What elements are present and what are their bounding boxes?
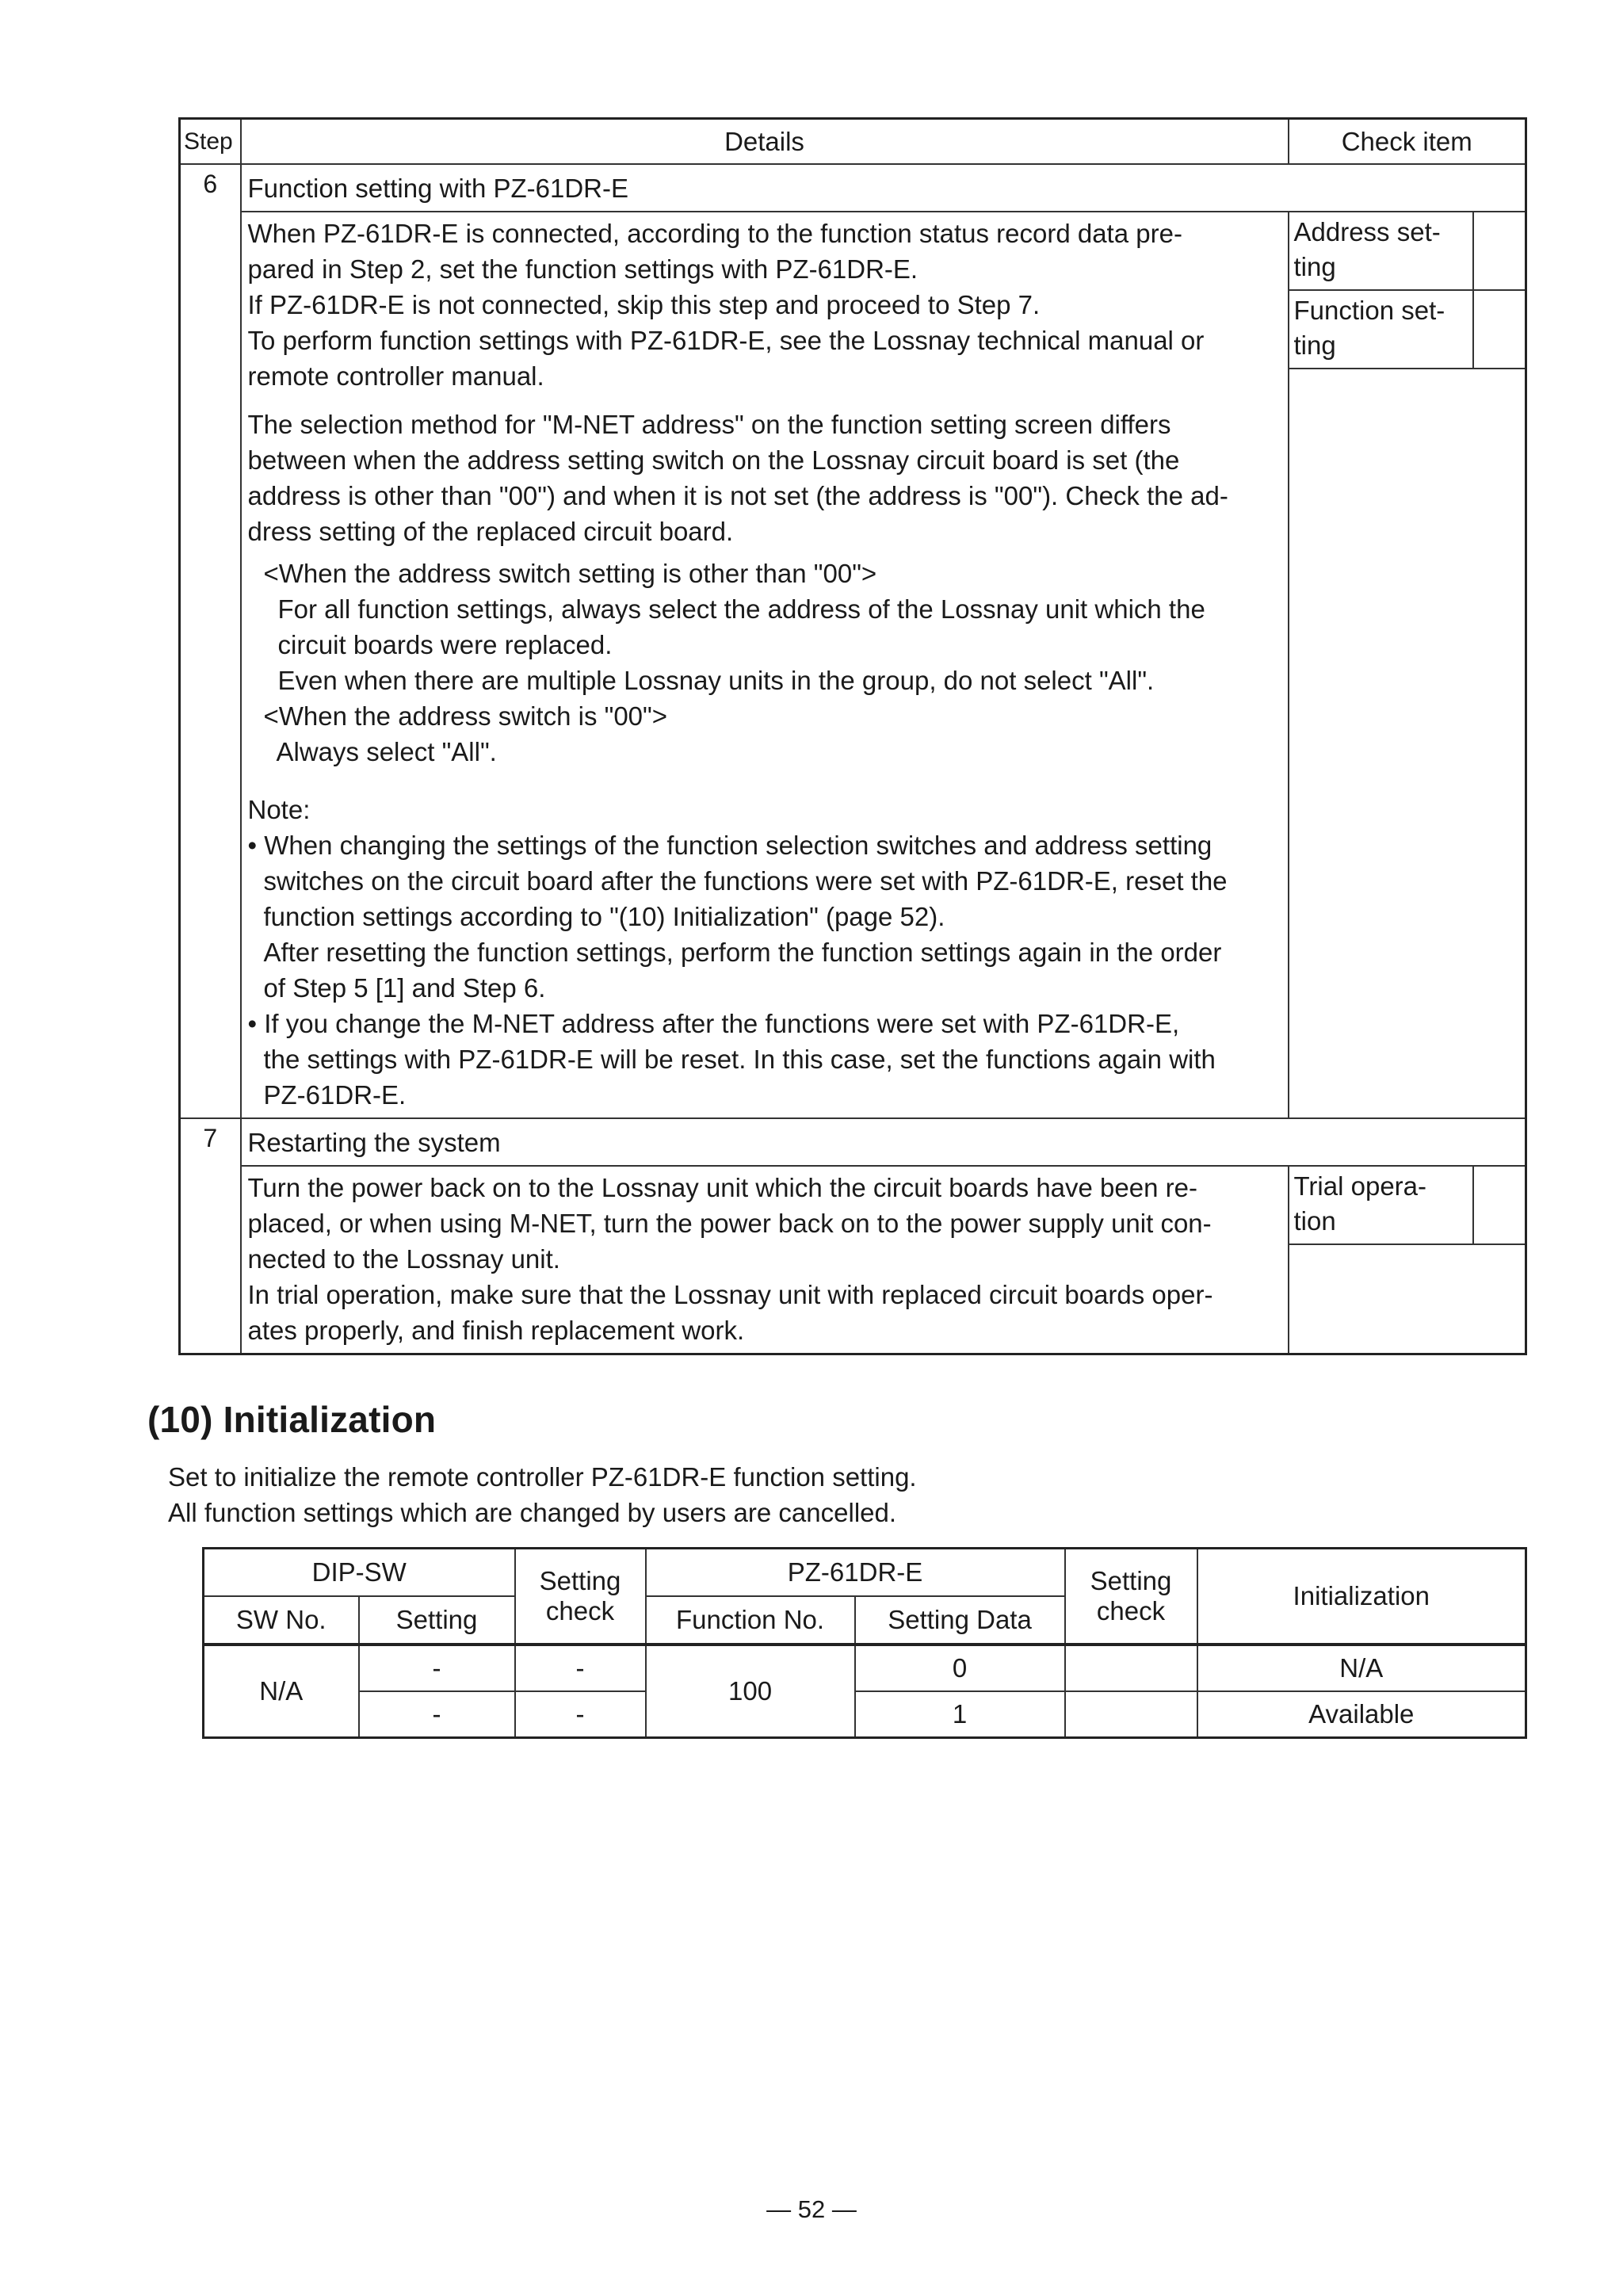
note1-line: • When changing the settings of the function selection switches and address setting	[247, 831, 1212, 860]
step7-line: ates properly, and finish replacement work.	[247, 1316, 745, 1345]
note1-line: of Step 5 [1] and Step 6.	[263, 973, 546, 1003]
check-box-function-setting[interactable]	[1473, 290, 1526, 369]
cell-initialization: Available	[1197, 1691, 1526, 1738]
step6-para1	[241, 212, 1289, 399]
note1-line: After resetting the function settings, perform the function settings again in the order	[263, 938, 1222, 967]
header-line: Setting	[1090, 1566, 1172, 1595]
step6-para1-line: remote controller manual.	[247, 361, 544, 391]
step7-check-items	[1289, 1166, 1526, 1354]
check-item-function-setting	[1289, 290, 1473, 369]
header-setting-check	[515, 1549, 646, 1645]
cell-function-no: 100	[646, 1645, 855, 1738]
check-item-row	[1289, 290, 1526, 369]
step7-title-row	[180, 1118, 1526, 1166]
step6-para2-line: between when the address setting switch on the Lossnay circuit board is set (the	[247, 445, 1180, 475]
initialization-table	[202, 1547, 1527, 1739]
check-box-address-setting[interactable]	[1473, 212, 1526, 290]
cell-setting-check-2[interactable]	[1065, 1645, 1197, 1691]
section-intro-line: All function settings which are changed by users are cancelled.	[168, 1498, 897, 1527]
header-check-item: Check item	[1289, 119, 1526, 165]
cell-sw-no: N/A	[204, 1645, 359, 1738]
note1-line: switches on the circuit board after the functions were set with PZ-61DR-E, reset the	[263, 866, 1228, 896]
case1-heading: <When the address switch setting is other than "00">	[263, 559, 877, 588]
step6-title-row	[180, 164, 1526, 212]
step6-para1-line: pared in Step 2, set the function settings with PZ-61DR-E.	[247, 254, 918, 284]
step6-row-2	[180, 399, 1526, 1118]
cell-setting-check: -	[515, 1645, 646, 1691]
step6-number: 6	[180, 164, 241, 1118]
step7-row	[180, 1166, 1526, 1354]
note-label: Note:	[247, 795, 311, 824]
step7-number: 7	[180, 1118, 241, 1354]
step-table-header	[180, 119, 1526, 165]
header-details: Details	[241, 119, 1289, 165]
step7-title: Restarting the system	[241, 1118, 1526, 1166]
note1-line: function settings according to "(10) Initialization" (page 52).	[263, 902, 945, 931]
note2-line: PZ-61DR-E.	[263, 1080, 407, 1110]
step7-line: placed, or when using M-NET, turn the power back on to the power supply unit con-	[247, 1209, 1212, 1238]
step-table	[178, 117, 1527, 1355]
header-dip-sw: DIP-SW	[204, 1549, 515, 1597]
step6-para1-line: To perform function settings with PZ-61DR-E, see the Lossnay technical manual or	[247, 326, 1205, 355]
check-item-line: ting	[1293, 330, 1336, 360]
header-line: check	[1096, 1596, 1166, 1626]
check-item-line: tion	[1293, 1206, 1336, 1236]
step6-para2-line: The selection method for "M-NET address" on the function setting screen differs	[247, 410, 1171, 439]
header-pz61dr-e: PZ-61DR-E	[646, 1549, 1065, 1597]
case1-line: circuit boards were replaced.	[277, 630, 613, 659]
case1-line: Even when there are multiple Lossnay units in the group, do not select "All".	[277, 666, 1155, 695]
check-item-line: ting	[1293, 252, 1336, 281]
case2-line: Always select "All".	[276, 737, 497, 766]
cell-setting-check-2[interactable]	[1065, 1691, 1197, 1738]
section-intro-line: Set to initialize the remote controller PZ-61DR-E function setting.	[168, 1462, 917, 1492]
cell-setting: -	[359, 1645, 515, 1691]
step7-line: nected to the Lossnay unit.	[247, 1244, 560, 1274]
step6-para2-line: dress setting of the replaced circuit board.	[247, 517, 734, 546]
step7-details	[241, 1166, 1289, 1354]
header-function-no: Function No.	[646, 1596, 855, 1645]
check-box-trial-operation[interactable]	[1473, 1167, 1526, 1244]
header-step: Step	[180, 119, 241, 165]
step6-title: Function setting with PZ-61DR-E	[241, 164, 1526, 212]
cell-initialization: N/A	[1197, 1645, 1526, 1691]
header-setting: Setting	[359, 1596, 515, 1645]
cell-setting-check: -	[515, 1691, 646, 1738]
header-setting-data: Setting Data	[855, 1596, 1065, 1645]
check-item-line: Trial opera-	[1293, 1171, 1426, 1201]
case2-heading: <When the address switch is "00">	[263, 701, 668, 731]
section-title: (10) Initialization	[147, 1399, 437, 1440]
check-item-line: Function set-	[1293, 296, 1445, 325]
check-item-trial-operation	[1289, 1167, 1473, 1244]
step6-para2-line: address is other than "00") and when it is not set (the address is "00"). Check the ad-	[247, 481, 1228, 510]
cell-setting: -	[359, 1691, 515, 1738]
check-item-row	[1289, 1167, 1526, 1244]
case1-line: For all function settings, always select the address of the Lossnay unit which the	[277, 594, 1205, 624]
cell-setting-data: 1	[855, 1691, 1065, 1738]
step6-para1-line: When PZ-61DR-E is connected, according to the function status record data pre-	[247, 219, 1182, 248]
init-row	[204, 1645, 1526, 1691]
note2-line: • If you change the M-NET address after the functions were set with PZ-61DR-E,	[247, 1009, 1180, 1038]
page-number: ― 52 ―	[766, 2195, 857, 2223]
cell-setting-data: 0	[855, 1645, 1065, 1691]
header-line: check	[545, 1596, 615, 1626]
header-sw-no: SW No.	[204, 1596, 359, 1645]
note2-line: the settings with PZ-61DR-E will be reset. In this case, set the functions again with	[263, 1045, 1216, 1074]
step6-para2	[241, 399, 1289, 1118]
init-row	[204, 1691, 1526, 1738]
step6-check-items	[1289, 212, 1526, 399]
header-setting-check-2	[1065, 1549, 1197, 1645]
check-item-address-setting	[1289, 212, 1473, 290]
step7-line: Turn the power back on to the Lossnay unit which the circuit boards have been re-	[247, 1173, 1197, 1202]
header-line: Setting	[539, 1566, 621, 1595]
step6-check-empty	[1289, 399, 1526, 1118]
header-initialization: Initialization	[1197, 1549, 1526, 1645]
step6-row-1	[180, 212, 1526, 399]
check-item-line: Address set-	[1293, 217, 1441, 246]
step6-para1-line: If PZ-61DR-E is not connected, skip this step and proceed to Step 7.	[247, 290, 1041, 319]
check-item-row	[1289, 212, 1526, 290]
step7-line: In trial operation, make sure that the Lossnay unit with replaced circuit boards oper-	[247, 1280, 1213, 1309]
init-header-row-1	[204, 1549, 1526, 1597]
